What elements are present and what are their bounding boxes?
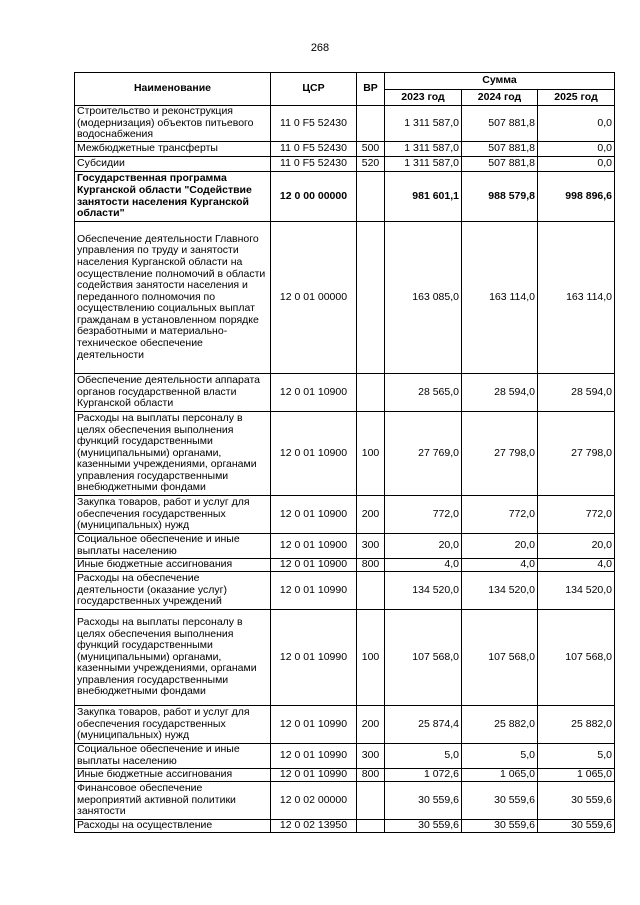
table-row bbox=[75, 610, 615, 706]
row-2025-cell: 163 114,0 bbox=[538, 222, 615, 374]
row-2024-cell: 25 882,0 bbox=[462, 706, 538, 744]
table-row bbox=[75, 106, 615, 142]
row-2024-cell: 1 065,0 bbox=[462, 769, 538, 782]
row-2024-cell: 107 568,0 bbox=[462, 610, 538, 706]
row-2025-cell: 998 896,6 bbox=[538, 172, 615, 222]
budget-table bbox=[74, 72, 615, 833]
row-2023-cell: 30 559,6 bbox=[385, 820, 462, 833]
row-name-cell: Строительство и реконструкция (модернизация) объектов питьевого водоснабжения bbox=[75, 106, 271, 142]
table-row bbox=[75, 374, 615, 412]
row-csr-cell: 12 0 01 00000 bbox=[271, 222, 357, 374]
table-row bbox=[75, 559, 615, 572]
row-2024-cell: 4,0 bbox=[462, 559, 538, 572]
row-vr-cell bbox=[357, 172, 385, 222]
row-2025-cell: 107 568,0 bbox=[538, 610, 615, 706]
page-number: 268 bbox=[310, 42, 330, 54]
row-csr-cell: 12 0 01 10900 bbox=[271, 534, 357, 559]
row-2024-cell: 30 559,6 bbox=[462, 820, 538, 833]
header-sum: Сумма bbox=[385, 73, 615, 90]
row-2025-cell: 25 882,0 bbox=[538, 706, 615, 744]
row-2025-cell: 20,0 bbox=[538, 534, 615, 559]
row-name-cell: Закупка товаров, работ и услуг для обеспечения государственных (муниципальных) нужд bbox=[75, 496, 271, 534]
row-name-cell: Социальное обеспечение и иные выплаты населению bbox=[75, 744, 271, 769]
row-2024-cell: 772,0 bbox=[462, 496, 538, 534]
row-csr-cell: 12 0 01 10900 bbox=[271, 559, 357, 572]
row-vr-cell bbox=[357, 222, 385, 374]
row-2024-cell: 988 579,8 bbox=[462, 172, 538, 222]
row-name-cell: Финансовое обеспечение мероприятий активной политики занятости bbox=[75, 782, 271, 820]
row-vr-cell bbox=[357, 782, 385, 820]
header-year-2023: 2023 год bbox=[385, 90, 462, 106]
row-csr-cell: 12 0 01 10900 bbox=[271, 374, 357, 412]
header-csr: ЦСР bbox=[271, 73, 357, 106]
row-csr-cell: 12 0 00 00000 bbox=[271, 172, 357, 222]
row-2024-cell: 30 559,6 bbox=[462, 782, 538, 820]
row-name-cell: Иные бюджетные ассигнования bbox=[75, 769, 271, 782]
row-csr-cell: 12 0 02 13950 bbox=[271, 820, 357, 833]
row-2024-cell: 5,0 bbox=[462, 744, 538, 769]
row-2023-cell: 20,0 bbox=[385, 534, 462, 559]
row-2024-cell: 27 798,0 bbox=[462, 412, 538, 496]
table-row bbox=[75, 496, 615, 534]
row-csr-cell: 11 0 F5 52430 bbox=[271, 142, 357, 157]
row-name-cell: Расходы на выплаты персоналу в целях обеспечения выполнения функций государственными (муниципальными) органами, казенными учреждениями, органами управления государственными внебюджетными фондами bbox=[75, 412, 271, 496]
row-csr-cell: 12 0 01 10900 bbox=[271, 412, 357, 496]
row-csr-cell: 11 0 F5 52430 bbox=[271, 157, 357, 172]
row-2024-cell: 507 881,8 bbox=[462, 106, 538, 142]
row-2023-cell: 1 072,6 bbox=[385, 769, 462, 782]
row-vr-cell bbox=[357, 572, 385, 610]
row-2024-cell: 134 520,0 bbox=[462, 572, 538, 610]
row-2025-cell: 5,0 bbox=[538, 744, 615, 769]
table-row bbox=[75, 572, 615, 610]
row-vr-cell bbox=[357, 106, 385, 142]
row-2025-cell: 0,0 bbox=[538, 142, 615, 157]
row-csr-cell: 12 0 01 10990 bbox=[271, 744, 357, 769]
table-row bbox=[75, 412, 615, 496]
row-2023-cell: 772,0 bbox=[385, 496, 462, 534]
row-2024-cell: 507 881,8 bbox=[462, 157, 538, 172]
table-row bbox=[75, 534, 615, 559]
row-vr-cell: 800 bbox=[357, 769, 385, 782]
row-csr-cell: 12 0 01 10990 bbox=[271, 572, 357, 610]
row-csr-cell: 11 0 F5 52430 bbox=[271, 106, 357, 142]
row-2024-cell: 163 114,0 bbox=[462, 222, 538, 374]
row-2023-cell: 5,0 bbox=[385, 744, 462, 769]
row-2025-cell: 30 559,6 bbox=[538, 782, 615, 820]
row-vr-cell: 100 bbox=[357, 412, 385, 496]
table-row bbox=[75, 172, 615, 222]
row-2025-cell: 27 798,0 bbox=[538, 412, 615, 496]
row-csr-cell: 12 0 01 10990 bbox=[271, 769, 357, 782]
row-2023-cell: 107 568,0 bbox=[385, 610, 462, 706]
row-csr-cell: 12 0 01 10990 bbox=[271, 610, 357, 706]
row-2023-cell: 4,0 bbox=[385, 559, 462, 572]
table-body bbox=[75, 106, 615, 833]
row-name-cell: Расходы на выплаты персоналу в целях обеспечения выполнения функций государственными (муниципальными) органами, казенными учреждениями, органами управления государственными внебюджетными фондами bbox=[75, 610, 271, 706]
row-csr-cell: 12 0 02 00000 bbox=[271, 782, 357, 820]
row-name-cell: Расходы на осуществление bbox=[75, 820, 271, 833]
row-vr-cell: 200 bbox=[357, 496, 385, 534]
table-row bbox=[75, 820, 615, 833]
table-row bbox=[75, 769, 615, 782]
row-name-cell: Субсидии bbox=[75, 157, 271, 172]
table-row bbox=[75, 222, 615, 374]
row-2024-cell: 20,0 bbox=[462, 534, 538, 559]
row-2025-cell: 134 520,0 bbox=[538, 572, 615, 610]
row-csr-cell: 12 0 01 10990 bbox=[271, 706, 357, 744]
row-2025-cell: 0,0 bbox=[538, 157, 615, 172]
row-2024-cell: 28 594,0 bbox=[462, 374, 538, 412]
row-name-cell: Расходы на обеспечение деятельности (оказание услуг) государственных учреждений bbox=[75, 572, 271, 610]
row-2024-cell: 507 881,8 bbox=[462, 142, 538, 157]
row-vr-cell: 300 bbox=[357, 534, 385, 559]
row-2025-cell: 4,0 bbox=[538, 559, 615, 572]
row-name-cell: Обеспечение деятельности Главного управления по труду и занятости населения Курганской области на осуществление полномочий в области содействия занятости населения и переданного полномочия по осуществлению социальных выплат гражданам в установленном порядке безработными и материально-техническое обеспечение деятельности bbox=[75, 222, 271, 374]
row-vr-cell bbox=[357, 374, 385, 412]
table-row bbox=[75, 782, 615, 820]
row-vr-cell: 100 bbox=[357, 610, 385, 706]
header-year-2025: 2025 год bbox=[538, 90, 615, 106]
row-2023-cell: 1 311 587,0 bbox=[385, 142, 462, 157]
row-vr-cell: 300 bbox=[357, 744, 385, 769]
row-2023-cell: 1 311 587,0 bbox=[385, 106, 462, 142]
row-2023-cell: 981 601,1 bbox=[385, 172, 462, 222]
row-vr-cell: 500 bbox=[357, 142, 385, 157]
header-year-2024: 2024 год bbox=[462, 90, 538, 106]
table-row bbox=[75, 157, 615, 172]
header-vr: ВР bbox=[357, 73, 385, 106]
row-vr-cell: 520 bbox=[357, 157, 385, 172]
row-name-cell: Обеспечение деятельности аппарата органов государственной власти Курганской области bbox=[75, 374, 271, 412]
row-2023-cell: 25 874,4 bbox=[385, 706, 462, 744]
table-row bbox=[75, 744, 615, 769]
row-2023-cell: 30 559,6 bbox=[385, 782, 462, 820]
row-name-cell: Социальное обеспечение и иные выплаты населению bbox=[75, 534, 271, 559]
row-2023-cell: 1 311 587,0 bbox=[385, 157, 462, 172]
row-2025-cell: 1 065,0 bbox=[538, 769, 615, 782]
row-vr-cell: 200 bbox=[357, 706, 385, 744]
row-2023-cell: 27 769,0 bbox=[385, 412, 462, 496]
table-row bbox=[75, 142, 615, 157]
row-2025-cell: 30 559,6 bbox=[538, 820, 615, 833]
row-2025-cell: 28 594,0 bbox=[538, 374, 615, 412]
row-name-cell: Межбюджетные трансферты bbox=[75, 142, 271, 157]
header-name: Наименование bbox=[75, 73, 271, 106]
row-name-cell: Закупка товаров, работ и услуг для обеспечения государственных (муниципальных) нужд bbox=[75, 706, 271, 744]
row-csr-cell: 12 0 01 10900 bbox=[271, 496, 357, 534]
row-2023-cell: 163 085,0 bbox=[385, 222, 462, 374]
row-name-cell: Государственная программа Курганской области "Содействие занятости населения Курганской области" bbox=[75, 172, 271, 222]
row-2025-cell: 772,0 bbox=[538, 496, 615, 534]
row-vr-cell bbox=[357, 820, 385, 833]
row-2023-cell: 134 520,0 bbox=[385, 572, 462, 610]
row-name-cell: Иные бюджетные ассигнования bbox=[75, 559, 271, 572]
table-row bbox=[75, 706, 615, 744]
row-2023-cell: 28 565,0 bbox=[385, 374, 462, 412]
row-vr-cell: 800 bbox=[357, 559, 385, 572]
row-2025-cell: 0,0 bbox=[538, 106, 615, 142]
